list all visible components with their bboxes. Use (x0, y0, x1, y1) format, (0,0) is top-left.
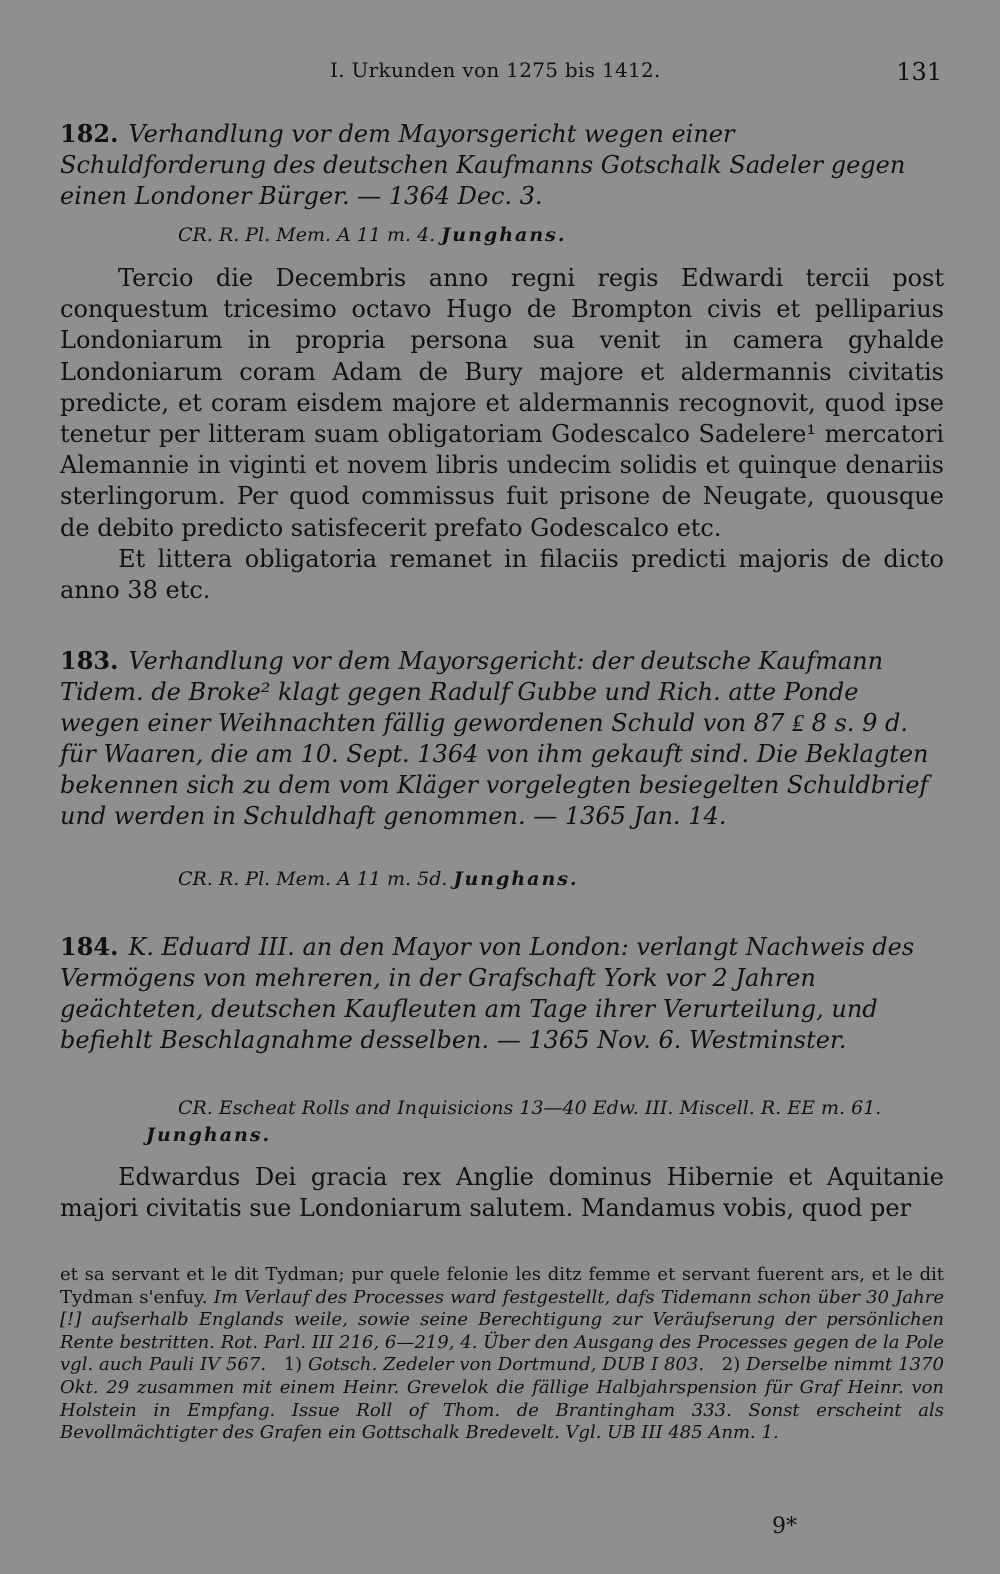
footnote-1: Gotsch. Zedeler von Dortmund, DUB I 803. (308, 1354, 705, 1376)
entry-184-source (146, 1095, 946, 1149)
footnote-2-marker: 2) (721, 1354, 741, 1376)
footnote-2: Derselbe nimmt 1370 Okt. 29 zusammen mit einem Heinr. Grevelok die fällige Halbjahrspension für Graf Heinr. von Holstein in Empfang. Issue Roll of Thom. de Brantingham 333. Sonst erscheint als Bevollmächtigter des Grafen ein Gottschalk Bredevelt. Vgl. UB III 485 Anm. 1. (60, 1354, 944, 1444)
header-title: I. Urkunden von 1275 bis 1412. (330, 58, 661, 82)
entry-182-source (178, 222, 566, 249)
source-citation: CR. Escheat Rolls and Inquisicions 13—40 Edw. III. Miscell. R. EE m. 61. (178, 1097, 882, 1119)
footnote-1-marker: 1) (283, 1354, 303, 1376)
entry-183-heading (60, 645, 944, 832)
source-citation: CR. R. Pl. Mem. A 11 m. 4. (178, 224, 436, 246)
document-paragraph: Tercio die Decembris anno regni regis Edwardi tercii post conquestum tricesimo octavo Hugo de Brompton civis et pelliparius Londoniarum in propria persona sua venit in camera gyhalde Londoniarum coram Adam de Bury majore et aldermannis civitatis predicte, et coram eisdem majore et aldermannis recognovit, quod ipse tenetur per litteram suam obligatoriam Godescalco Sadelere¹ mercatori Alemannie in viginti et novem libris undecim solidis et quinque denariis sterlingorum. Per quod commissus fuit prisone de Neugate, quousque de debito predicto satisfecerit prefato Godescalco etc. (60, 264, 944, 542)
signature-mark: 9* (772, 1514, 797, 1539)
source-citation: CR. R. Pl. Mem. A 11 m. 5d. (178, 868, 448, 890)
entry-regest: Verhandlung vor dem Mayorsgericht: der deutsche Kaufmann Tidem. de Broke² klagt gegen Radulf Gubbe und Rich. atte Ponde wegen einer Weihnachten fällig gewordenen Schuld von 87 ₤ 8 s. 9 d. für Waaren, die am 10. Sept. 1364 von ihm gekauft sind. Die Beklagten bekennen sich zu dem vom Kläger vorgelegten besiegelten Schuldbrief und werden in Schuldhaft genommen. — 1365 Jan. 14. (60, 647, 929, 830)
document-paragraph: Et littera obligatoria remanet in filaciis predicti majoris de dicto anno 38 etc. (60, 544, 944, 605)
entry-184-text (60, 1162, 944, 1224)
source-editor: Junghans. (146, 1124, 272, 1146)
entry-182-heading (60, 118, 944, 212)
footnote-editorial-note: Im Verlauf des Processes ward festgestellt, dafs Tidemann schon über 30 Jahre [!] aufserhalb Englands weile, sowie seine Berechtigung zur Veräufserung der persönlichen Rente bestritten. Rot. Parl. III 216, 6—219, 4. Über den Ausgang des Processes gegen de la Pole vgl. auch Pauli IV 567. (60, 1286, 944, 1376)
footnote-continuation: et sa servant et le dit Tydman; pur quele felonie les ditz femme et servant fuerent ars, et le dit Tydman s'enfuy. (60, 1264, 944, 1308)
entry-182-text (60, 263, 944, 606)
entry-184-heading (60, 931, 944, 1056)
entry-regest: K. Eduard III. an den Mayor von London: verlangt Nachweis des Vermögens von mehreren, in der Grafschaft York vor 2 Jahren geächteten, deutschen Kaufleuten am Tage ihrer Verurteilung, und befiehlt Beschlagnahme desselben. — 1365 Nov. 6. Westminster. (60, 933, 915, 1054)
entry-number: 183. (60, 646, 119, 675)
source-editor: Junghans. (441, 224, 567, 246)
entry-number: 182. (60, 119, 119, 148)
document-paragraph: Edwardus Dei gracia rex Anglie dominus Hibernie et Aquitanie majori civitatis sue Londoniarum salutem. Mandamus vobis, quod per (60, 1163, 944, 1223)
entry-regest: Verhandlung vor dem Mayorsgericht wegen einer Schuldforderung des deutschen Kaufmanns Gotschalk Sadeler gegen einen Londoner Bürger. — 1364 Dec. 3. (60, 120, 906, 210)
entry-183-source (178, 866, 579, 893)
page-number: 131 (896, 58, 942, 86)
entry-number: 184. (60, 932, 119, 961)
footnotes (60, 1264, 944, 1445)
source-editor: Junghans. (453, 868, 579, 890)
running-header (60, 58, 942, 92)
